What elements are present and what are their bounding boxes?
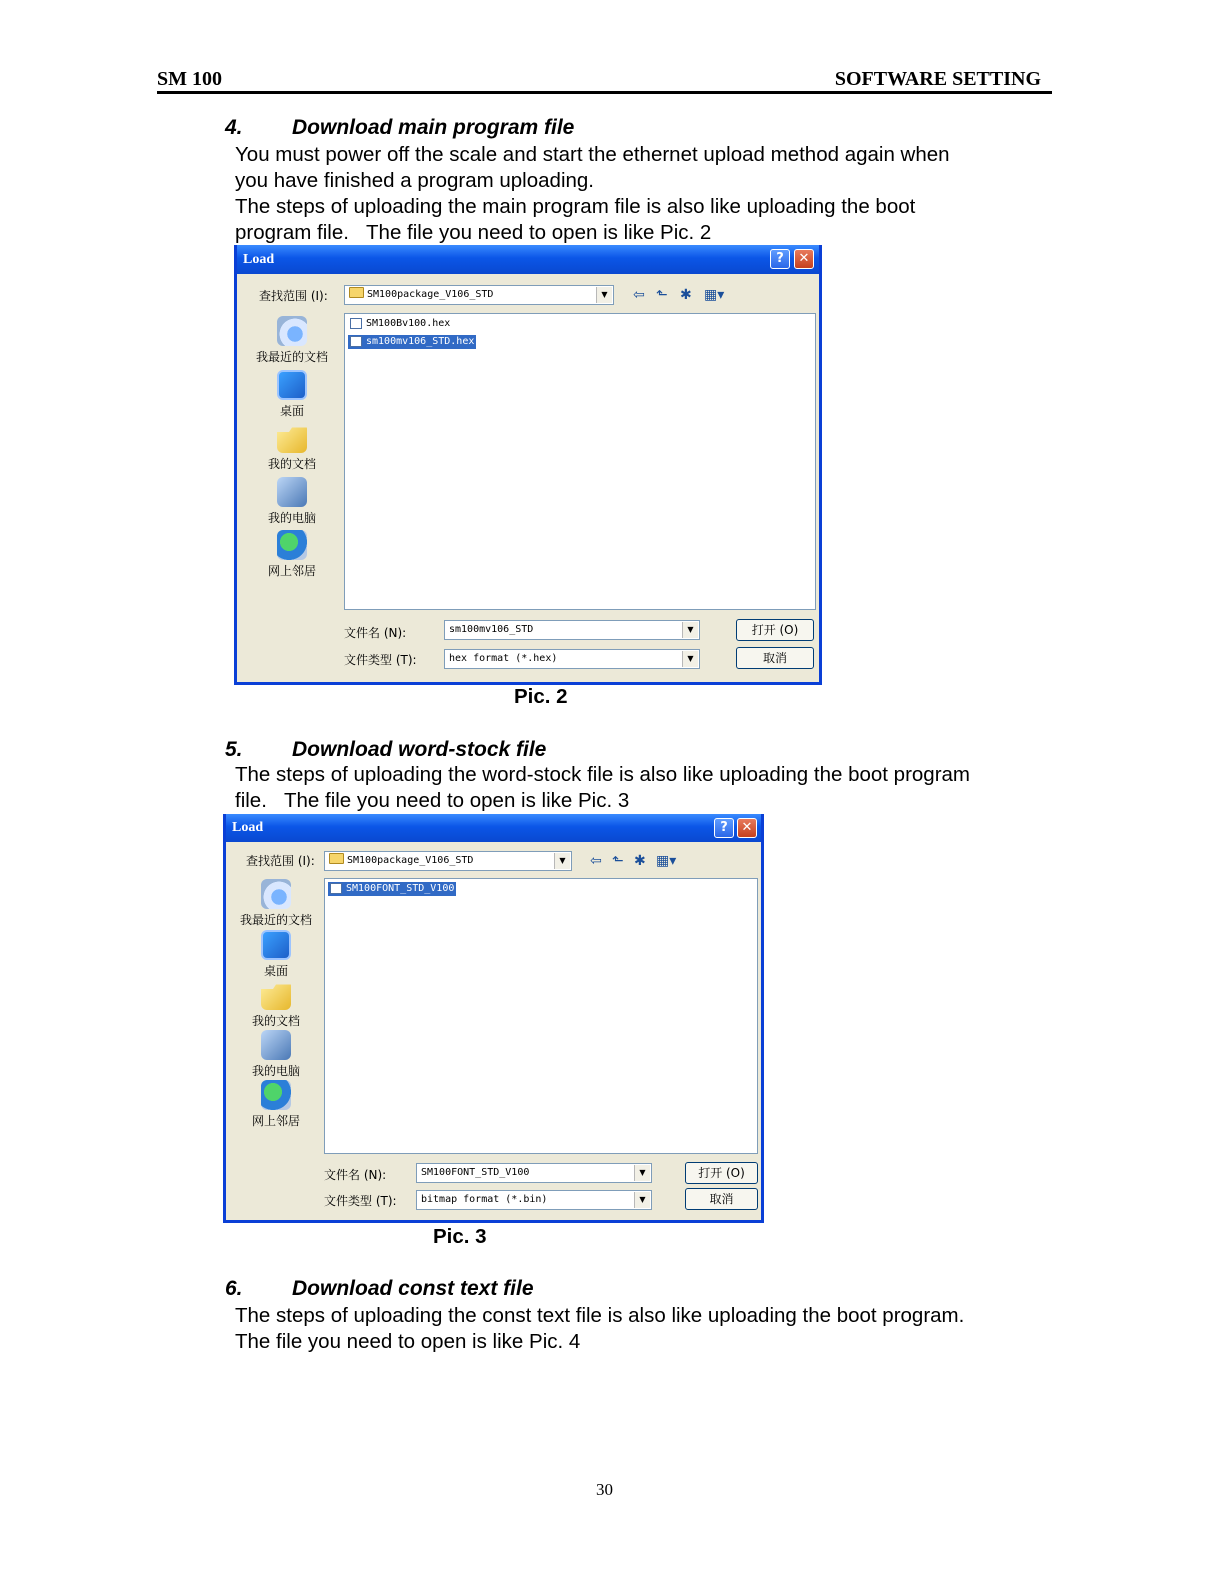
look-in-label: 查找范围 (I): bbox=[259, 289, 328, 303]
help-icon[interactable]: ? bbox=[770, 249, 790, 269]
place-desktop[interactable] bbox=[231, 930, 321, 979]
close-icon[interactable]: ✕ bbox=[737, 818, 757, 838]
filetype-value: bitmap format (*.bin) bbox=[421, 1194, 548, 1205]
section-title: Download const text file bbox=[292, 1277, 534, 1300]
load-dialog-pic2 bbox=[234, 245, 822, 685]
section-title: Download word-stock file bbox=[292, 738, 547, 761]
section-4-body bbox=[235, 142, 1055, 246]
section-number: 5. bbox=[225, 738, 243, 761]
filetype-select[interactable] bbox=[416, 1190, 652, 1210]
look-in-select[interactable] bbox=[344, 285, 614, 305]
chevron-down-icon[interactable]: ▼ bbox=[634, 1192, 650, 1208]
folder-icon bbox=[349, 287, 364, 298]
place-my-documents[interactable] bbox=[247, 423, 337, 472]
dialog-title: Load bbox=[243, 252, 275, 267]
load-dialog-pic3 bbox=[223, 814, 764, 1223]
section-5-body bbox=[235, 762, 1055, 814]
look-in-label: 查找范围 (I): bbox=[246, 854, 315, 868]
my-computer-icon bbox=[261, 1030, 291, 1060]
header-rule bbox=[157, 91, 1052, 94]
look-in-value: SM100package_V106_STD bbox=[347, 855, 474, 866]
filename-value: sm100mv106_STD bbox=[449, 624, 534, 635]
chevron-down-icon[interactable]: ▼ bbox=[596, 287, 612, 303]
section-4-heading bbox=[225, 116, 574, 140]
file-item[interactable] bbox=[348, 317, 452, 331]
network-icon bbox=[277, 530, 307, 560]
paragraph-line: The steps of uploading the const text file is also like uploading the boot program. bbox=[235, 1304, 965, 1327]
place-label: 我最近的文档 bbox=[239, 913, 312, 927]
view-menu-icon[interactable]: ▦▾ bbox=[704, 287, 725, 303]
filename-value: SM100FONT_STD_V100 bbox=[421, 1167, 530, 1178]
place-label: 我的电脑 bbox=[251, 1064, 300, 1078]
dialog-title: Load bbox=[232, 820, 264, 835]
chevron-down-icon[interactable]: ▼ bbox=[554, 853, 570, 869]
back-icon[interactable]: ⇦ bbox=[590, 853, 602, 869]
place-my-computer[interactable] bbox=[247, 477, 337, 526]
recent-docs-icon bbox=[277, 316, 307, 346]
filetype-select[interactable] bbox=[444, 649, 700, 669]
place-recent[interactable] bbox=[231, 879, 321, 928]
paragraph-line: you have finished a program uploading. bbox=[235, 169, 594, 192]
filename-input[interactable] bbox=[416, 1163, 652, 1183]
header-section-title: SOFTWARE SETTING bbox=[834, 68, 1041, 90]
place-network[interactable] bbox=[231, 1080, 321, 1129]
open-button[interactable]: 打开 (O) bbox=[685, 1162, 758, 1184]
place-recent[interactable] bbox=[247, 316, 337, 365]
place-desktop[interactable] bbox=[247, 370, 337, 419]
paragraph-line: The steps of uploading the main program file is also like uploading the boot bbox=[235, 195, 916, 218]
paragraph-line: The file you need to open is like Pic. 4 bbox=[235, 1330, 581, 1353]
help-icon[interactable]: ? bbox=[714, 818, 734, 838]
chevron-down-icon[interactable]: ▼ bbox=[682, 622, 698, 638]
place-label: 我的电脑 bbox=[267, 511, 316, 525]
my-documents-icon bbox=[277, 423, 307, 453]
section-title: Download main program file bbox=[292, 116, 575, 139]
filetype-label: 文件类型 (T): bbox=[324, 1194, 397, 1208]
close-icon[interactable]: ✕ bbox=[794, 249, 814, 269]
section-5-heading bbox=[225, 738, 546, 762]
figure-caption: Pic. 2 bbox=[514, 685, 568, 708]
cancel-button[interactable]: 取消 bbox=[685, 1188, 758, 1210]
place-label: 网上邻居 bbox=[251, 1114, 300, 1128]
header-doc-title: SM 100 bbox=[157, 68, 222, 90]
section-6-heading bbox=[225, 1277, 534, 1301]
filetype-label: 文件类型 (T): bbox=[344, 653, 417, 667]
dialog-titlebar[interactable] bbox=[226, 814, 761, 842]
up-folder-icon[interactable]: ⬑ bbox=[612, 853, 624, 869]
file-item-selected[interactable] bbox=[328, 882, 456, 896]
look-in-select[interactable] bbox=[324, 851, 572, 871]
section-number: 4. bbox=[225, 116, 243, 139]
recent-docs-icon bbox=[261, 879, 291, 909]
file-name: sm100mv106_STD.hex bbox=[366, 336, 475, 347]
desktop-icon bbox=[277, 370, 307, 400]
file-item-selected[interactable] bbox=[348, 335, 476, 349]
paragraph-line: You must power off the scale and start the ethernet upload method again when bbox=[235, 143, 950, 166]
filename-input[interactable] bbox=[444, 620, 700, 640]
place-label: 网上邻居 bbox=[267, 564, 316, 578]
place-network[interactable] bbox=[247, 530, 337, 579]
figure-caption: Pic. 3 bbox=[433, 1225, 487, 1248]
place-label: 我的文档 bbox=[251, 1014, 300, 1028]
look-in-value: SM100package_V106_STD bbox=[367, 289, 494, 300]
chevron-down-icon[interactable]: ▼ bbox=[634, 1165, 650, 1181]
paragraph-line: program file. The file you need to open is like Pic. 2 bbox=[235, 221, 712, 244]
up-folder-icon[interactable]: ⬑ bbox=[656, 287, 668, 303]
file-name: SM100FONT_STD_V100 bbox=[346, 883, 455, 894]
section-number: 6. bbox=[225, 1277, 243, 1300]
place-label: 桌面 bbox=[279, 404, 304, 418]
view-menu-icon[interactable]: ▦▾ bbox=[656, 853, 677, 869]
file-name: SM100Bv100.hex bbox=[366, 318, 451, 329]
file-list[interactable] bbox=[344, 313, 816, 610]
filename-label: 文件名 (N): bbox=[344, 626, 407, 640]
my-documents-icon bbox=[261, 980, 291, 1010]
open-button[interactable]: 打开 (O) bbox=[736, 619, 814, 641]
page-number: 30 bbox=[596, 1480, 613, 1499]
place-label: 桌面 bbox=[263, 964, 288, 978]
paragraph-line: file. The file you need to open is like Pic. 3 bbox=[235, 789, 630, 812]
dialog-titlebar[interactable] bbox=[237, 245, 819, 274]
new-folder-icon[interactable]: ✱ bbox=[680, 287, 692, 303]
back-icon[interactable]: ⇦ bbox=[633, 287, 645, 303]
paragraph-line: The steps of uploading the word-stock file is also like uploading the boot program bbox=[235, 763, 971, 786]
new-folder-icon[interactable]: ✱ bbox=[634, 853, 646, 869]
cancel-button[interactable]: 取消 bbox=[736, 647, 814, 669]
folder-icon bbox=[329, 853, 344, 864]
chevron-down-icon[interactable]: ▼ bbox=[682, 651, 698, 667]
dialog-client bbox=[237, 274, 819, 682]
my-computer-icon bbox=[277, 477, 307, 507]
desktop-icon bbox=[261, 930, 291, 960]
section-6-body bbox=[235, 1303, 1055, 1355]
place-label: 我的文档 bbox=[267, 457, 316, 471]
place-label: 我最近的文档 bbox=[255, 350, 328, 364]
file-icon bbox=[350, 318, 362, 329]
file-icon bbox=[350, 336, 362, 347]
dialog-client bbox=[226, 842, 761, 1220]
file-icon bbox=[330, 883, 342, 894]
file-list[interactable] bbox=[324, 878, 758, 1154]
place-my-computer[interactable] bbox=[231, 1030, 321, 1079]
filename-label: 文件名 (N): bbox=[324, 1168, 387, 1182]
place-my-documents[interactable] bbox=[231, 980, 321, 1029]
network-icon bbox=[261, 1080, 291, 1110]
filetype-value: hex format (*.hex) bbox=[449, 653, 558, 664]
